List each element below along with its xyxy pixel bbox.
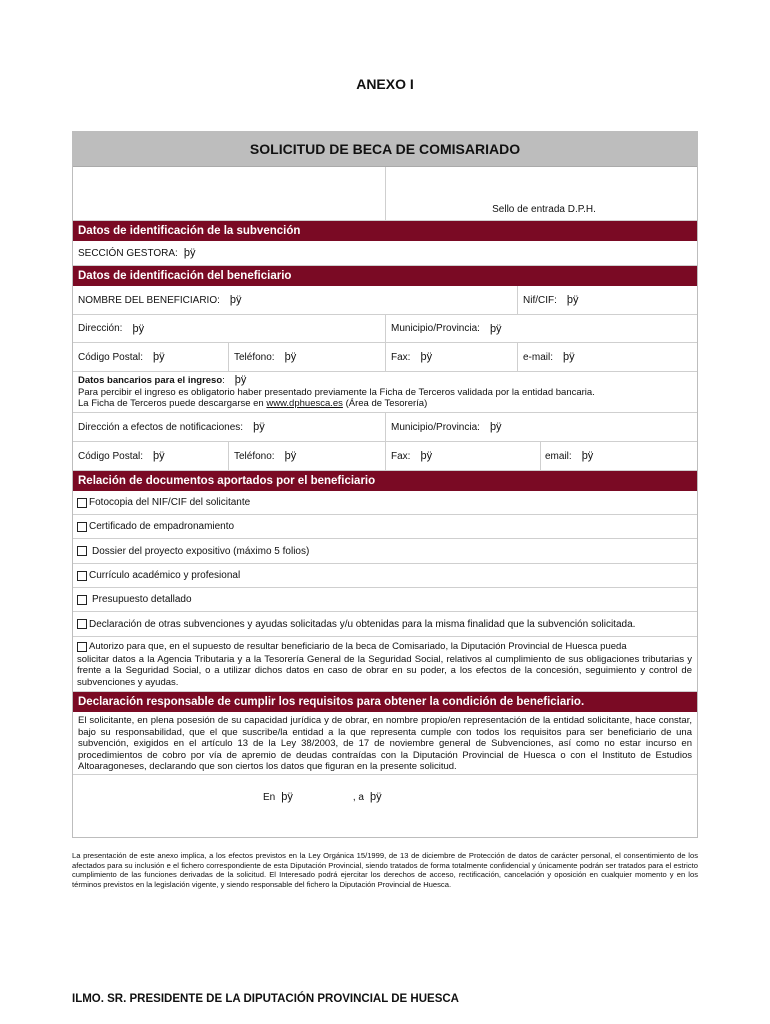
notification-email-label: email:: [545, 450, 572, 462]
checkbox-budget[interactable]: [77, 595, 87, 605]
checkbox-authorization[interactable]: [77, 642, 87, 652]
document-checkbox-item[interactable]: [73, 588, 697, 611]
document-item: [73, 539, 697, 564]
notification-address-row: [73, 413, 697, 442]
beneficiary-section-title: Datos de identificación del beneficiario: [78, 270, 292, 282]
bank-note-1: Para percibir el ingreso es obligatorio haber presentado previamente la Ficha de Terceros validada por la entidad bancaria.: [78, 386, 595, 398]
signature-place-date: [263, 791, 382, 803]
beneficiary-section-header: [73, 266, 697, 286]
notification-fax-field[interactable]: [385, 442, 540, 470]
documents-section-header: [73, 471, 697, 491]
phone-field[interactable]: [228, 343, 385, 371]
notification-phone-field[interactable]: [228, 442, 385, 470]
nif-field[interactable]: [517, 286, 697, 314]
authorization-block[interactable]: [77, 641, 692, 688]
application-form: [72, 131, 698, 838]
name-label: NOMBRE DEL BENEFICIARIO:: [78, 294, 220, 306]
checkbox-other-subsidies[interactable]: [77, 619, 87, 629]
notification-phone-label: Teléfono:: [234, 450, 275, 462]
authorization-row: [73, 637, 697, 692]
name-row: [73, 286, 697, 315]
notification-email-field[interactable]: [540, 442, 697, 470]
nif-input[interactable]: þÿ: [566, 294, 579, 306]
document-label: Dossier del proyecto expositivo (máximo 5 folios): [92, 545, 310, 557]
postal-code-label: Código Postal:: [78, 351, 144, 363]
document-label: Fotocopia del NIF/CIF del solicitante: [89, 497, 251, 508]
document-item: [73, 491, 697, 515]
bank-note-2-prefix: La Ficha de Terceros puede descargarse en: [78, 398, 264, 410]
document-checkbox-item[interactable]: [73, 539, 697, 563]
document-checkbox-item[interactable]: [73, 515, 697, 538]
postal-code-input[interactable]: þÿ: [153, 351, 165, 363]
managing-section-label: SECCIÓN GESTORA:: [78, 247, 178, 259]
notification-fax-input[interactable]: þÿ: [420, 450, 433, 462]
form-title: SOLICITUD DE BECA DE COMISARIADO: [249, 141, 521, 157]
date-label: , a: [352, 791, 364, 803]
authorization-first-line: Autorizo para que, en el supuesto de resultar beneficiario de la beca de Comisariado, la Diputación Provincial de Huesca pueda: [89, 641, 627, 652]
notification-contact-row: [73, 442, 697, 471]
document-label: Presupuesto detallado: [92, 594, 192, 605]
document-item: [73, 612, 697, 637]
date-input[interactable]: þÿ: [369, 791, 382, 803]
municipality-label: Municipio/Provincia:: [391, 323, 480, 334]
document-item: [73, 588, 697, 612]
address-field[interactable]: [73, 315, 385, 342]
postal-code-field[interactable]: [73, 343, 228, 371]
signature-row: [73, 775, 697, 837]
stamp-row: [73, 167, 697, 221]
document-label: Declaración de otras subvenciones y ayudas solicitadas y/u obtenidas para la misma finalidad que la subvención solicitada.: [89, 618, 636, 630]
notification-phone-input[interactable]: þÿ: [284, 450, 297, 462]
nif-label: Nif/CIF:: [523, 294, 557, 306]
checkbox-cv[interactable]: [77, 571, 87, 581]
addressee: ILMO. SR. PRESIDENTE DE LA DIPUTACIÓN PROVINCIAL DE HUESCA: [72, 993, 459, 1005]
subsidy-section-title: Datos de identificación de la subvención: [78, 225, 301, 237]
checkbox-project-dossier[interactable]: [77, 546, 87, 556]
bank-note-2-suffix: (Área de Tesorería): [345, 398, 428, 410]
annex-title: ANEXO I: [356, 76, 414, 92]
blank-cell: [73, 167, 385, 220]
municipality-input[interactable]: þÿ: [489, 322, 502, 335]
email-label: e-mail:: [523, 351, 554, 363]
address-row: [73, 315, 697, 343]
subsidy-section-header: [73, 221, 697, 241]
place-input[interactable]: þÿ: [281, 791, 293, 803]
fax-field[interactable]: [385, 343, 517, 371]
bank-data-input[interactable]: þÿ: [234, 374, 247, 386]
name-input[interactable]: þÿ: [229, 294, 242, 306]
email-input[interactable]: þÿ: [563, 351, 575, 363]
privacy-note: La presentación de este anexo implica, a los efectos previstos en la Ley Orgánica 15/1999, de 13 de diciembre de Protección de datos de carácter personal, el consentimiento de los afectados para su inclusión e el fichero correspondiente de esta Diputación Provincial, siendo tratados de forma totalmente confidencial y únicamente podrán ser tratados para el estricto cumplimiento de las funciones derivadas de la solicitud. El Interesado podrá ejercitar los derechos de acceso, rectificación, cancelación y oposición en cualquier momento y en los términos previstos en la legislación vigente, y siendo responsable del fichero la Diputación Provincial de Huesca.: [72, 851, 698, 889]
dphuesca-link[interactable]: www.dphuesca.es: [266, 398, 343, 410]
document-checkbox-item[interactable]: [73, 491, 697, 514]
managing-section-field[interactable]: [73, 241, 697, 265]
managing-section-input[interactable]: þÿ: [183, 247, 196, 259]
notification-municipality-input[interactable]: þÿ: [489, 421, 502, 433]
declaration-section-header: [73, 692, 697, 712]
municipality-field[interactable]: [385, 315, 697, 342]
notification-address-field[interactable]: [73, 413, 385, 441]
notification-postal-code-label: Código Postal:: [78, 450, 144, 462]
place-label: En: [263, 791, 276, 803]
managing-section-row: [73, 241, 697, 266]
notification-address-label: Dirección a efectos de notificaciones:: [78, 421, 244, 433]
form-title-row: [73, 132, 697, 167]
document-item: [73, 515, 697, 539]
phone-input[interactable]: þÿ: [284, 351, 297, 363]
stamp-label: Sello de entrada D.P.H.: [492, 204, 596, 215]
document-checkbox-item[interactable]: [73, 564, 697, 587]
contact-row: [73, 343, 697, 372]
address-label: Dirección:: [78, 323, 123, 334]
notification-address-input[interactable]: þÿ: [253, 421, 265, 433]
checkbox-census-certificate[interactable]: [77, 522, 87, 532]
fax-label: Fax:: [391, 351, 411, 363]
name-field[interactable]: [73, 286, 517, 314]
declaration-text-row: [73, 712, 697, 775]
authorization-rest: solicitar datos a la Agencia Tributaria y a la Tesorería General de la Seguridad Social, relativos al cumplimiento de sus obligaciones tributarias y frente a la Seguridad Social, o a utilizar dichos datos en caso de obrar en su poder, a los efectos de la concesión, seguimiento y control de subvenciones y ayudas.: [77, 653, 692, 688]
notification-municipality-label: Municipio/Provincia:: [391, 421, 480, 433]
bank-data-label: Datos bancarios para el ingreso: [78, 375, 223, 386]
document-label: Certificado de empadronamiento: [89, 521, 235, 532]
declaration-text: El solicitante, en plena posesión de su capacidad jurídica y de obrar, en nombre propio/en representación de la entidad solicitante, hace constar, bajo su responsabilidad, que el que suscribe/la entidad a la que representa cumple con todos los requisitos para ser beneficiario de una subvención, exigidos en el artículo 13 de la Ley 38/2003, de 17 de noviembre general de Subvenciones, así como no estar incurso en procedimientos de cobro por vía de apremio de deudas contraídas con la Diputación Provincial de Huesca o con el Instituto de Estudios Altoaragoneses, declarando que son ciertos los datos que figuran en la presente solicitud.: [78, 715, 692, 773]
checkbox-nif-copy[interactable]: [77, 498, 87, 508]
documents-section-title: Relación de documentos aportados por el beneficiario: [78, 475, 376, 487]
phone-label: Teléfono:: [234, 351, 275, 363]
document-checkbox-item[interactable]: [73, 612, 697, 636]
address-input[interactable]: þÿ: [132, 322, 145, 335]
notification-email-input[interactable]: þÿ: [581, 450, 594, 462]
notification-postal-code-input[interactable]: þÿ: [153, 450, 165, 462]
document-item: [73, 564, 697, 588]
entry-stamp-box: [385, 167, 697, 220]
document-label: Currículo académico y profesional: [89, 570, 241, 581]
notification-fax-label: Fax:: [391, 450, 411, 462]
declaration-section-title: Declaración responsable de cumplir los requisitos para obtener la condición de beneficiario.: [78, 696, 585, 708]
fax-input[interactable]: þÿ: [420, 351, 433, 363]
email-field[interactable]: [517, 343, 697, 371]
bank-data-block: Datos bancarios para el ingreso: þÿ Para percibir el ingreso es obligatorio haber presentado previamente la Ficha de Terceros validada por la entidad bancaria. La Ficha de Terceros puede descargarse en www.dphuesca.es (Área de Tesorería): [78, 375, 692, 410]
notification-postal-code-field[interactable]: [73, 442, 228, 470]
notification-municipality-field[interactable]: [385, 413, 697, 441]
bank-data-row: [73, 372, 697, 413]
